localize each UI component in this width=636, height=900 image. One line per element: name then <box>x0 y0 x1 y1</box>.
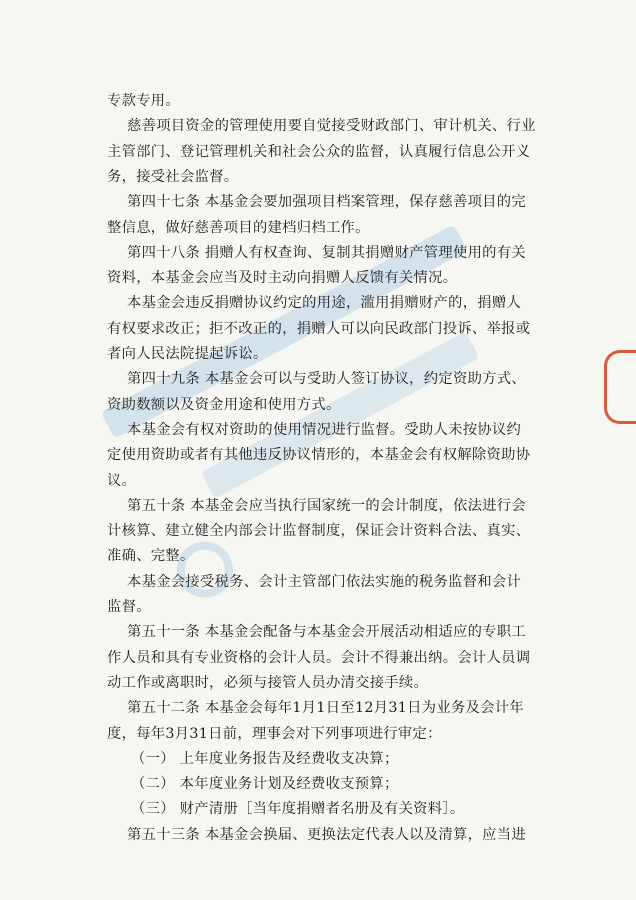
seal-stamp <box>604 350 636 424</box>
document-line: 第五十二条 本基金会每年1月1日至12月31日为业务及会计年 <box>127 700 524 717</box>
document-line: 资料，本基金会应当及时主动向捐赠人反馈有关情况。 <box>107 270 458 287</box>
watermark-logo-icon <box>167 532 243 608</box>
document-line: 第四十八条 捐赠人有权查询、复制其捐赠财产管理使用的有关 <box>127 244 526 261</box>
document-line: 作人员和具有专业资格的会计人员。会计不得兼出纳。会计人员调 <box>107 649 531 666</box>
document-line: 第五十一条 本基金会配备与本基金会开展活动相适应的专职工 <box>127 624 526 641</box>
document-line: 第五十条 本基金会应当执行国家统一的会计制度，依法进行会 <box>127 497 526 514</box>
document-line: 本基金会违反捐赠协议约定的用途，滥用捐赠财产的，捐赠人 <box>127 295 522 312</box>
document-line: 专款专用。 <box>107 93 180 109</box>
document-line: 度，每年3月31日前，理事会对下列事项进行审定： <box>107 725 442 742</box>
document-line: 第四十九条 本基金会可以与受助人签订协议，约定资助方式、 <box>127 371 526 388</box>
document-line: 监督。 <box>107 599 151 615</box>
document-line: 者向人民法院提起诉讼。 <box>107 346 268 362</box>
document-line: 准确、完整。 <box>107 548 195 565</box>
document-line: （一） 上年度业务报告及经费收支决算； <box>131 750 399 767</box>
document-line: 务，接受社会监督。 <box>107 168 239 185</box>
document-line: 本基金会有权对资助的使用情况进行监督。受助人未按协议约 <box>127 421 522 438</box>
document-line: 第五十三条 本基金会换届、更换法定代表人以及清算，应当进 <box>127 826 526 843</box>
document-line: （二） 本年度业务计划及经费收支预算； <box>131 776 399 793</box>
document-line: （三） 财产清册［当年度捐赠者名册及有关资料］。 <box>131 801 465 818</box>
document-line: 第四十七条 本基金会要加强项目档案管理，保存慈善项目的完 <box>127 194 526 211</box>
document-line: 慈善项目资金的管理使用要自觉接受财政部门、审计机关、行业 <box>127 118 536 135</box>
document-line: 本基金会接受税务、会计主管部门依法实施的税务监督和会计 <box>127 573 522 590</box>
document-line: 议。 <box>107 472 137 489</box>
document-line: 计核算、建立健全内部会计监督制度，保证会计资料合法、真实、 <box>107 523 531 540</box>
document-line: 有权要求改正；拒不改正的，捐赠人可以向民政部门投诉、举报或 <box>107 320 531 337</box>
document-line: 动工作或离职时，必须与接管人员办清交接手续。 <box>107 674 429 691</box>
document-line: 整信息，做好慈善项目的建档归档工作。 <box>107 219 370 236</box>
document-line: 主管部门、登记管理机关和社会公众的监督，认真履行信息公开义 <box>107 143 531 160</box>
document-line: 资助数额以及资金用途和使用方式。 <box>107 396 341 413</box>
document-line: 定使用资助或者有其他违反协议情形的，本基金会有权解除资助协 <box>107 447 531 464</box>
